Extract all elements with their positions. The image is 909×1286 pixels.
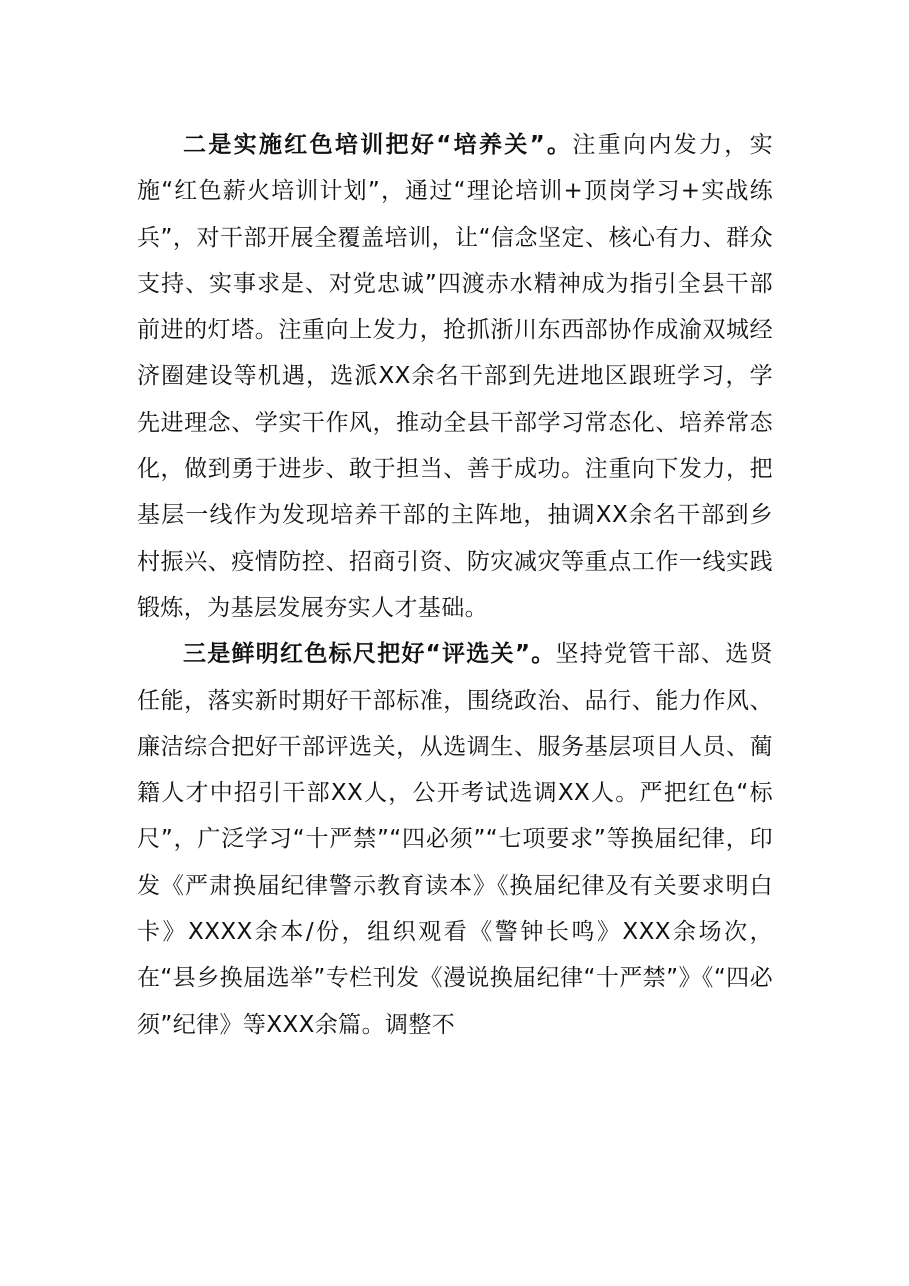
document-body: [137, 122, 773, 1048]
paragraph-text: 坚持党管干部、选贤任能，落实新时期好干部标准，围绕政治、品行、能力作风、廉洁综合把好干部评选关，从选调生、服务基层项目人员、蔺籍人才中招引干部XX人，公开考试选调XX人。严把红色“标尺”，广泛学习“十严禁”“四必须”“七项要求”等换届纪律，印发《严肃换届纪律警示教育读本》《换届纪律及有关要求明白卡》XXXX余本/份，组织观看《警钟长鸣》XXX余场次，在“县乡换届选举”专栏刊发《漫说换届纪律“十严禁”》《“四必须”纪律》等XXX余篇。调整不: [137, 641, 773, 1038]
paragraph-heading: 三是鲜明红色标尺把好“评选关”。: [183, 641, 556, 668]
paragraph-text: 注重向内发力，实施“红色薪火培训计划”，通过“理论培训+顶岗学习+实战练兵”，对干部开展全覆盖培训，让“信念坚定、核心有力、群众支持、实事求是、对党忠诚”四渡赤水精神成为指引全县干部前进的灯塔。注重向上发力，抢抓浙川东西部协作成渝双城经济圈建设等机遇，选派XX余名干部到先进地区跟班学习，学先进理念、学实干作风，推动全县干部学习常态化、培养常态化，做到勇于进步、敢于担当、善于成功。注重向下发力，把基层一线作为发现培养干部的主阵地，抽调XX余名干部到乡村振兴、疫情防控、招商引资、防灾减灾等重点工作一线实践锻炼，为基层发展夯实人才基础。: [137, 132, 773, 621]
paragraph-training: [137, 122, 773, 631]
paragraph-heading: 二是实施红色培训把好“培养关”。: [183, 132, 573, 158]
paragraph-selection: [137, 631, 773, 1048]
